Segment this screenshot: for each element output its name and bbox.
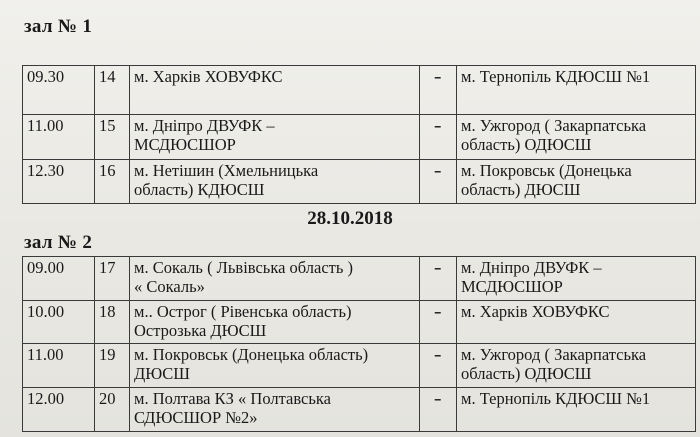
time-cell: 11.00 bbox=[23, 115, 95, 160]
away-team-line-1: м. Ужгород ( Закарпатська bbox=[461, 345, 647, 364]
away-team-cell bbox=[457, 344, 696, 388]
home-team-line-1: м.. Острог ( Рівенська область) bbox=[134, 302, 352, 321]
versus-dash: - bbox=[434, 345, 442, 364]
time-cell: 11.00 bbox=[23, 344, 95, 388]
away-team-line-2: область) ДЮСШ bbox=[461, 180, 581, 199]
match-number-cell: 16 bbox=[95, 160, 130, 204]
home-team-cell bbox=[130, 301, 420, 344]
home-team-cell bbox=[130, 115, 420, 160]
home-team-line-1: м. Нетішин (Хмельницька bbox=[134, 161, 319, 180]
home-team-line-2: ДЮСШ bbox=[134, 364, 190, 383]
away-team-line-1: м. Харків ХОВУФКС bbox=[461, 302, 610, 321]
home-team-cell bbox=[130, 388, 420, 432]
table-row bbox=[23, 66, 696, 115]
versus-dash-cell bbox=[420, 257, 457, 301]
time-cell: 10.00 bbox=[23, 301, 95, 344]
versus-dash-cell bbox=[420, 344, 457, 388]
away-team-cell bbox=[457, 160, 696, 204]
table-row bbox=[23, 344, 696, 388]
away-team-line-1: м. Ужгород ( Закарпатська bbox=[461, 116, 647, 135]
hall-2-table bbox=[22, 256, 696, 432]
away-team-line-1: м. Дніпро ДВУФК – bbox=[461, 258, 602, 277]
away-team-line-2: МСДЮСШОР bbox=[461, 277, 563, 296]
table-row bbox=[23, 160, 696, 204]
home-team-line-1: м. Покровськ (Донецька область) bbox=[134, 345, 369, 364]
versus-dash: - bbox=[434, 302, 442, 321]
table-row bbox=[23, 301, 696, 344]
away-team-line-1: м. Тернопіль КДЮСШ №1 bbox=[461, 389, 651, 408]
time-cell: 12.00 bbox=[23, 388, 95, 432]
time-cell: 09.30 bbox=[23, 66, 95, 115]
hall-1-table bbox=[22, 65, 696, 204]
away-team-line-1: м. Покровськ (Донецька bbox=[461, 161, 632, 180]
home-team-line-2: Острозька ДЮСШ bbox=[134, 321, 267, 340]
versus-dash: - bbox=[434, 161, 442, 180]
versus-dash: - bbox=[434, 389, 442, 408]
home-team-line-1: м. Харків ХОВУФКС bbox=[134, 67, 283, 86]
home-team-line-1: м. Полтава КЗ « Полтавська bbox=[134, 389, 331, 408]
home-team-cell bbox=[130, 66, 420, 115]
versus-dash-cell bbox=[420, 115, 457, 160]
versus-dash-cell bbox=[420, 388, 457, 432]
away-team-cell bbox=[457, 257, 696, 301]
match-number-cell: 19 bbox=[95, 344, 130, 388]
versus-dash-cell bbox=[420, 301, 457, 344]
time-cell: 12.30 bbox=[23, 160, 95, 204]
away-team-line-1: м. Тернопіль КДЮСШ №1 bbox=[461, 67, 651, 86]
home-team-cell bbox=[130, 160, 420, 204]
away-team-cell bbox=[457, 388, 696, 432]
match-number-cell: 17 bbox=[95, 257, 130, 301]
versus-dash-cell bbox=[420, 66, 457, 115]
away-team-line-2: область) ОДЮСШ bbox=[461, 135, 592, 154]
hall-2-title: зал № 2 bbox=[24, 232, 93, 253]
match-number-cell: 14 bbox=[95, 66, 130, 115]
home-team-line-2: СДЮСШОР №2» bbox=[134, 408, 258, 427]
versus-dash: - bbox=[434, 116, 442, 135]
away-team-cell bbox=[457, 301, 696, 344]
away-team-cell bbox=[457, 115, 696, 160]
versus-dash-cell bbox=[420, 160, 457, 204]
home-team-line-2: область) КДЮСШ bbox=[134, 180, 265, 199]
hall-1-title: зал № 1 bbox=[24, 16, 93, 37]
home-team-cell bbox=[130, 344, 420, 388]
match-number-cell: 18 bbox=[95, 301, 130, 344]
table-row bbox=[23, 388, 696, 432]
away-team-line-2: область) ОДЮСШ bbox=[461, 364, 592, 383]
match-number-cell: 15 bbox=[95, 115, 130, 160]
home-team-line-2: « Сокаль» bbox=[134, 277, 205, 296]
home-team-line-1: м. Сокаль ( Львівська область ) bbox=[134, 258, 354, 277]
versus-dash: - bbox=[434, 67, 442, 86]
table-row bbox=[23, 257, 696, 301]
match-number-cell: 20 bbox=[95, 388, 130, 432]
match-date: 28.10.2018 bbox=[307, 208, 393, 229]
home-team-line-1: м. Дніпро ДВУФК – bbox=[134, 116, 275, 135]
home-team-cell bbox=[130, 257, 420, 301]
time-cell: 09.00 bbox=[23, 257, 95, 301]
table-row bbox=[23, 115, 696, 160]
versus-dash: - bbox=[434, 258, 442, 277]
away-team-cell bbox=[457, 66, 696, 115]
home-team-line-2: МСДЮСШОР bbox=[134, 135, 236, 154]
